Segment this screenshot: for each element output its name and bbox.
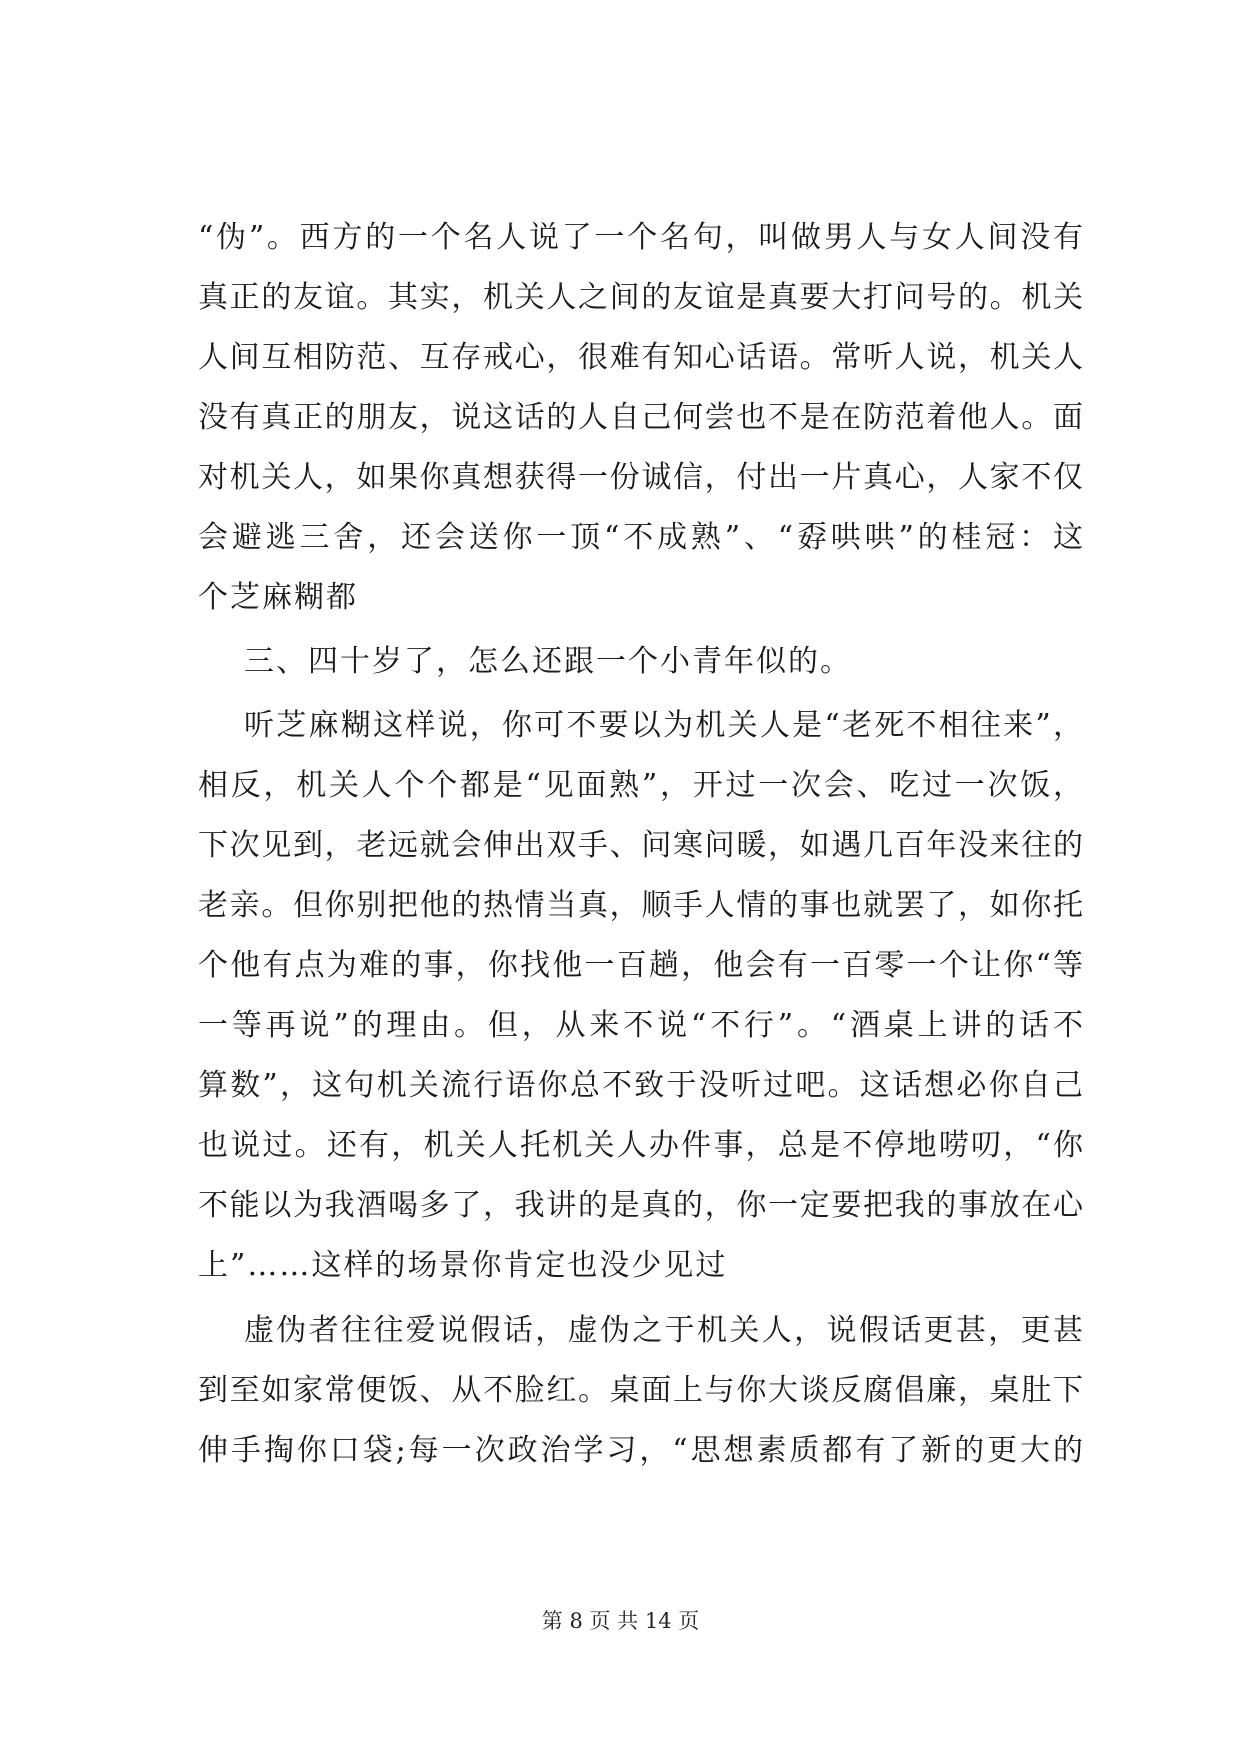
text-line: 伸手掏你口袋;每一次政治学习，“思想素质都有了新的更大的 — [198, 1433, 1083, 1468]
text-line: 一等再说”的理由。但，从来不说“不行”。“酒桌上讲的话不 — [198, 1008, 1083, 1043]
paragraph-start: 听芝麻糊这样说，你可不要以为机关人是“老死不相往来”， — [244, 708, 1083, 743]
paragraph-start: 虚伪者往往爱说假话，虚伪之于机关人，说假话更甚，更甚 — [244, 1313, 1083, 1348]
text-line: 下次见到，老远就会伸出双手、问寒问暖，如遇几百年没来往的 — [198, 828, 1083, 863]
text-line: 到至如家常便饭、从不脸红。桌面上与你大谈反腐倡廉，桌肚下 — [198, 1373, 1083, 1408]
text-line: 个芝麻糊都 — [198, 580, 358, 615]
text-line: 真正的友谊。其实，机关人之间的友谊是真要大打问号的。机关 — [198, 280, 1083, 315]
text-line: 老亲。但你别把他的热情当真，顺手人情的事也就罢了，如你托 — [198, 888, 1083, 923]
paragraph-start: 三、四十岁了，怎么还跟一个小青年似的。 — [244, 644, 852, 679]
text-line: 算数”，这句机关流行语你总不致于没听过吧。这话想必你自己 — [198, 1068, 1083, 1103]
text-line: 不能以为我酒喝多了，我讲的是真的，你一定要把我的事放在心 — [198, 1188, 1083, 1223]
text-line: 个他有点为难的事，你找他一百趟，他会有一百零一个让你“等 — [198, 948, 1083, 983]
page-number: 第 8 页 共 14 页 — [541, 1609, 700, 1633]
text-line: 也说过。还有，机关人托机关人办件事，总是不停地唠叨，“你 — [198, 1128, 1083, 1163]
text-line: “伪”。西方的一个名人说了一个名句，叫做男人与女人间没有 — [198, 220, 1083, 255]
text-line: 上”……这样的场景你肯定也没少见过 — [198, 1248, 728, 1283]
text-line: 人间互相防范、互存戒心，很难有知心话语。常听人说，机关人 — [198, 340, 1083, 375]
text-line: 没有真正的朋友，说这话的人自己何尝也不是在防范着他人。面 — [198, 400, 1083, 435]
text-line: 对机关人，如果你真想获得一份诚信，付出一片真心，人家不仅 — [198, 460, 1083, 495]
text-line: 相反，机关人个个都是“见面熟”，开过一次会、吃过一次饭， — [198, 768, 1083, 803]
text-line: 会避逃三舍，还会送你一顶“不成熟”、“孬哄哄”的桂冠：这 — [198, 520, 1083, 555]
